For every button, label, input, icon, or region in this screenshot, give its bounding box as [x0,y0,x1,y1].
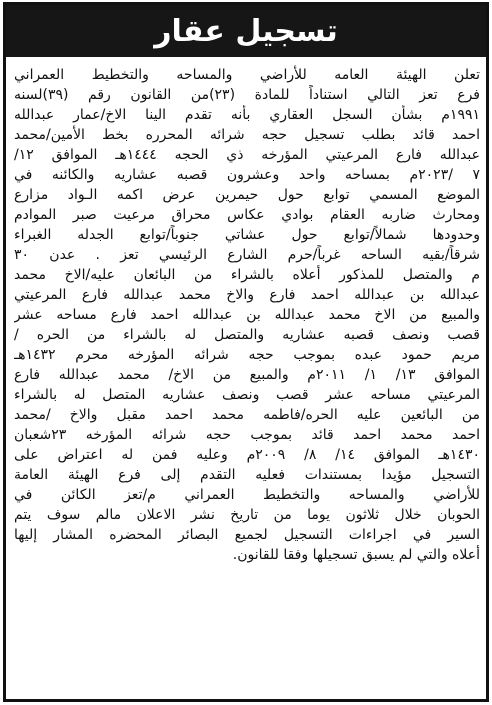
notice-line: شرقاً/بقيه الساحه غرباً/حرم الشارع الرئيسي تعز . عدن ٣٠ [14,247,480,263]
notice-line: عبدالله بن عبدالله احمد فارع والاخ محمد عبدالله فارع المرعيتي [14,287,480,303]
notice-line: فرع تعز التالي استناداً للمادة (٢٣)من القانون رقم (٣٩)لسنه [14,87,480,103]
notice-line: ١٤٣٠هـ الموافق ١٤/ ٨/ ٢٠٠٩م وعليه فمن له اعتراض على [14,447,480,463]
notice-line: الموضع المسمي توابع حول حيمرين عرض اكمه الـواد مزارع [14,187,480,203]
notice-line: للأراضي والمساحه والتخطيط العمراني م/تعز الكائن في [14,487,480,503]
notice-line: مريم حمود عبده بموجب حجه شرائه المؤرخه محرم ١٤٣٢هـ [14,347,480,363]
notice-line: التسجيل مؤيدا بمستندات فعليه التقدم إلى فرع الهيئة العامة [14,467,480,483]
notice-title: تسجيل عقار [6,5,486,57]
property-registration-notice [3,2,489,702]
notice-line: الحوبان خلال ثلاثون يوما من تاريخ نشر الاعلان مالم سوف يتم [14,507,480,523]
notice-line: قصب ونصف قصبه عشاريه والمتصل له بالشراء من الحره / [14,327,480,343]
notice-line: احمد قائد بطلب تسجيل حجه شرائه المحرره بخط الأمين/محمد [14,127,480,143]
notice-line: المرعيتي مساحه عشر قصب ونصف عشاريه المتصل له بالشراء [14,387,480,403]
notice-line: من البائعين عليه الحره/فاطمه محمد احمد مقبل والاخ /محمد [14,407,480,423]
notice-body [14,65,480,565]
notice-line: وحدودها شمالاً/توابع حول عشاتي جنوباً/توابع الجدله الغبراء [14,227,480,243]
notice-line: ٧ /٢٠٢٣م بمساحه واحد وعشرون قصبه عشاريه والكائنه في [14,167,480,183]
notice-line: عبدالله فارع المرعيتي المؤرخه ذي الحجه ١٤٤٤هـ الموافق ١٢/ [14,147,480,163]
notice-line: ١٩٩١م بشأن السجل العقاري بأنه تقدم الينا الاخ/عمار عبدالله [14,107,480,123]
notice-line: ومحارث ضاربه العقام بوادي عكاس محراق مرعيت صبر الموادم [14,207,480,223]
notice-line: السير في اجراءات التسجيل لجميع البصائر المحضره المشار إليها [14,527,480,543]
notice-line: الموافق ١٣/ ١/ ٢٠١١م والمبيع من الاخ/ محمد عبدالله فارع [14,367,480,383]
notice-line: والمبيع من الاخ محمد عبدالله بن عبدالله احمد فارع مساحه عشر [14,307,480,323]
notice-line: م والمتصل للمذكور أعلاه بالشراء من البائعان عليه/الاخ محمد [14,267,480,283]
notice-line: احمد محمد احمد قائد بموجب حجه شرائه المؤرخه ٢٣شعبان [14,427,480,443]
notice-line: أعلاه والتي لم يسبق تسجيلها وفقا للقانون. [232,547,480,563]
notice-line: تعلن الهيئة العامه للأراضي والمساحه والتخطيط العمراني [14,67,480,83]
